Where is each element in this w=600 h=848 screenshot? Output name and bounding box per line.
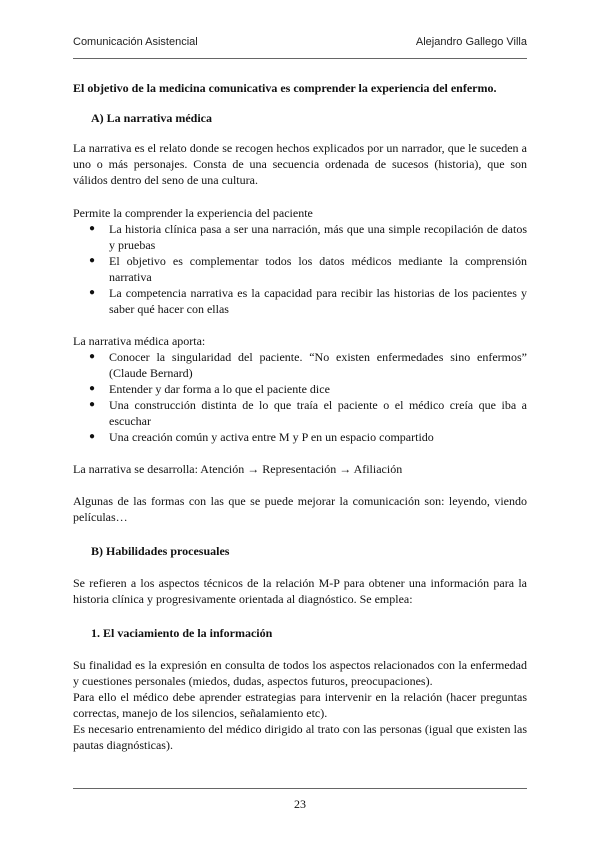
bullet-icon: ● — [89, 223, 96, 234]
section-a-paragraph-1: La narrativa es el relato donde se recogen hechos explicados por un narrador, que le suceden a uno o más personajes. Consta de una secuencia ordenada de sucesos (historia), que son válidos dentro del seno de una cultura. — [73, 141, 527, 187]
bullet-icon: ● — [89, 287, 96, 298]
list-item: ● Una creación común y activa entre M y P en un espacio compartido — [89, 430, 434, 444]
header-rule — [73, 58, 527, 59]
section-a-paragraph-2: La narrativa se desarrolla: Atención → Representación → Afiliación — [73, 462, 403, 476]
section-a-paragraph-3: Algunas de las formas con las que se puede mejorar la comunicación son: leyendo, viendo películas… — [73, 494, 527, 524]
list-item: ● El objetivo es complementar todos los datos médicos mediante la comprensión narrativa — [89, 254, 527, 284]
intro-statement: El objetivo de la medicina comunicativa es comprender la experiencia del enfermo. — [73, 81, 497, 95]
section-b-title: B) Habilidades procesuales — [91, 544, 230, 558]
section-b-paragraph-1: Se refieren a los aspectos técnicos de la relación M-P para obtener una información para la historia clínica y progresivamente orientada al diagnóstico. Se emplea: — [73, 576, 527, 606]
header-course-title: Comunicación Asistencial — [73, 36, 198, 48]
footer-rule — [73, 788, 527, 789]
subsection-1-paragraph-2: Para ello el médico debe aprender estrategias para intervenir en la relación (hacer preguntas correctas, manejo de los silencios, señalamiento etc). — [73, 690, 527, 720]
subsection-1-title: 1. El vaciamiento de la información — [91, 626, 273, 640]
list-item: ● La competencia narrativa es la capacidad para recibir las historias de los pacientes y saber qué hacer con ellas — [89, 286, 527, 316]
section-a-title: A) La narrativa médica — [91, 111, 212, 125]
header-author: Alejandro Gallego Villa — [415, 36, 527, 48]
bullet-icon: ● — [89, 351, 96, 362]
subsection-1-paragraph-3: Es necesario entrenamiento del médico dirigido al trato con las personas (igual que existen las pautas diagnósticas). — [73, 722, 527, 752]
list-item: ● Una construcción distinta de lo que traía el paciente o el médico creía que iba a escuchar — [89, 398, 527, 428]
bullet-icon: ● — [89, 255, 96, 266]
section-a-list2-intro: La narrativa médica aporta: — [73, 334, 206, 348]
page-number: 23 — [294, 797, 306, 811]
list-item: ● La historia clínica pasa a ser una narración, más que una simple recopilación de datos y pruebas — [89, 222, 527, 252]
subsection-1-paragraph-1: Su finalidad es la expresión en consulta de todos los aspectos relacionados con la enfermedad y cuestiones personales (miedos, dudas, aspectos futuros, preocupaciones). — [73, 658, 527, 688]
bullet-icon: ● — [89, 383, 96, 394]
list-item: ● Entender y dar forma a lo que el paciente dice — [89, 382, 330, 396]
section-a-list2 — [73, 349, 527, 445]
list-item: ● Conocer la singularidad del paciente. “No existen enfermedades sino enfermos” (Claude Bernard) — [89, 350, 527, 380]
bullet-icon: ● — [89, 399, 96, 410]
page-body — [73, 80, 527, 753]
section-a-list1 — [73, 221, 527, 317]
section-a-list1-intro: Permite la comprender la experiencia del paciente — [73, 206, 313, 220]
bullet-icon: ● — [89, 431, 96, 442]
